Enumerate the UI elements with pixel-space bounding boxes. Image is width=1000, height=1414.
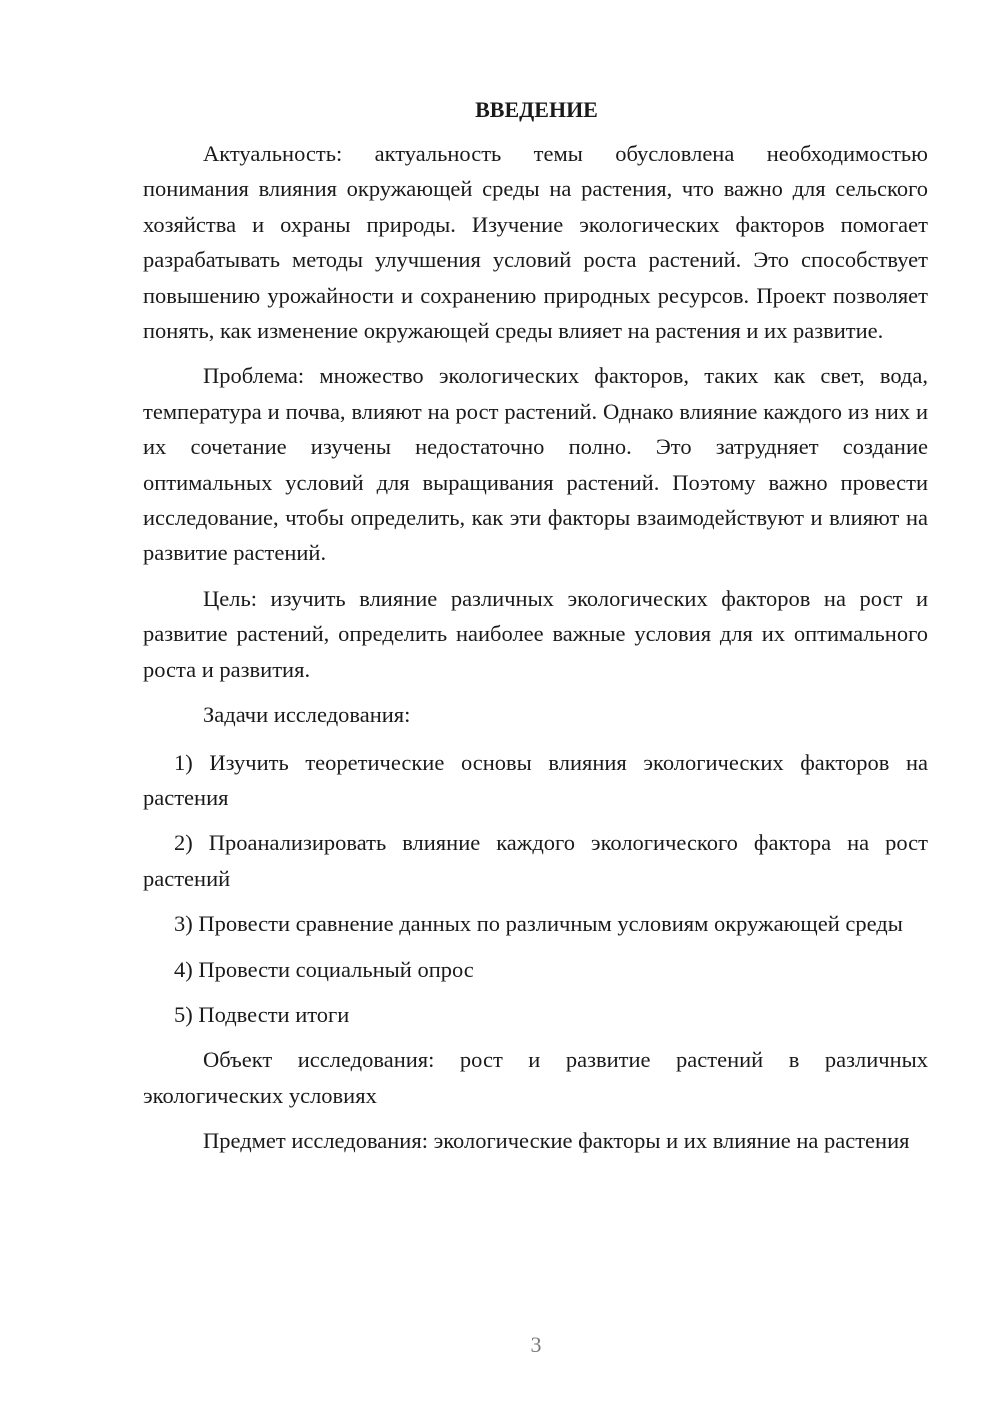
task-item: 4) Провести социальный опрос	[174, 956, 474, 982]
task-item: 1) Изучить теоретические основы влияния экологических факторов на растения	[143, 749, 928, 810]
problem-paragraph: Проблема: множество экологических факторов, таких как свет, вода, температура и почва, влияют на рост растений. Однако влияние каждого из них и их сочетание изучены недостаточно полно. Это затрудняет создание оптимальных условий для выращивания растений. Поэтому важно провести исследование, чтобы определить, как эти факторы взаимодействуют и влияют на развитие растений.	[143, 363, 928, 566]
subject-paragraph: Предмет исследования: экологические факторы и их влияние на растения	[203, 1128, 910, 1154]
tasks-intro: Задачи исследования:	[203, 702, 411, 728]
task-item: 3) Провести сравнение данных по различным условиям окружающей среды	[174, 911, 903, 937]
document-page	[143, 96, 928, 1169]
section-heading: ВВЕДЕНИЕ	[475, 97, 598, 122]
goal-paragraph: Цель: изучить влияние различных экологических факторов на рост и развитие растений, определить наиболее важные условия для их оптимального роста и развития.	[143, 585, 928, 682]
task-item: 2) Проанализировать влияние каждого экологического фактора на рост растений	[143, 830, 928, 891]
relevance-paragraph: Актуальность: актуальность темы обусловлена необходимостью понимания влияния окружающей среды на растения, что важно для сельского хозяйства и охраны природы. Изучение экологических факторов помогает разрабатывать методы улучшения условий роста растений. Это способствует повышению урожайности и сохранению природных ресурсов. Проект позволяет понять, как изменение окружающей среды влияет на растения и их развитие.	[143, 141, 928, 344]
page-number: 3	[530, 1332, 542, 1357]
object-paragraph: Объект исследования: рост и развитие растений в различных экологических условиях	[143, 1047, 928, 1108]
tasks-list	[143, 745, 928, 1033]
task-item: 5) Подвести итоги	[174, 1001, 350, 1027]
